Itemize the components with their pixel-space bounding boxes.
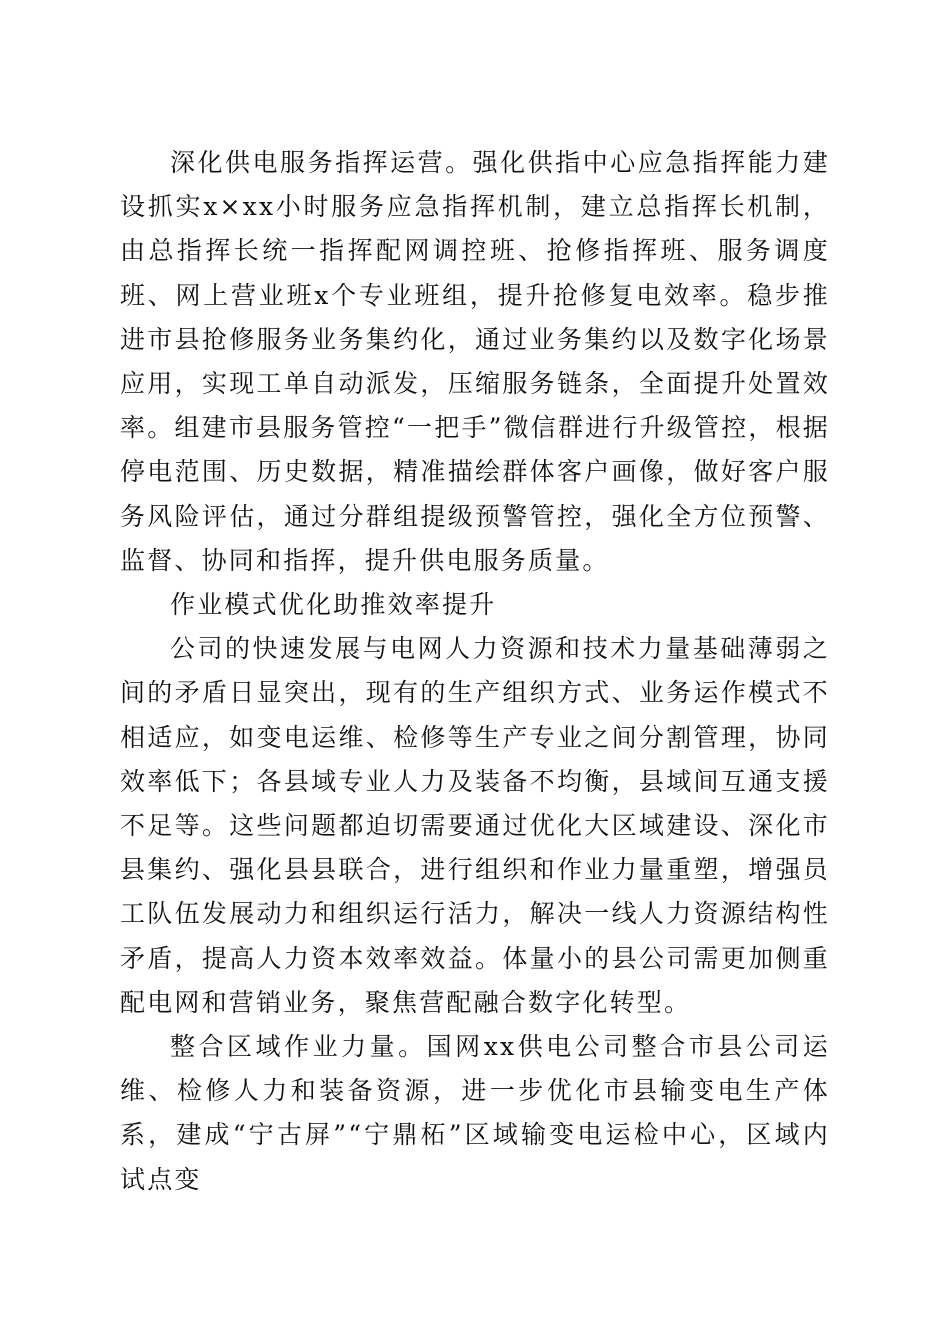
paragraph-company-development: 公司的快速发展与电网人力资源和技术力量基础薄弱之间的矛盾日显突出，现有的生产组织方式、业务运作模式不相适应，如变电运维、检修等生产专业之间分割管理，协同效率低下；各县域专业人力及装备不均衡，县域间互通支援不足等。这些问题都迫切需要通过优化大区域建设、深化市县集约、强化县县联合，进行组织和作业力量重塑，增强员工队伍发展动力和组织运行活力，解决一线人力资源结构性矛盾，提高人力资本效率效益。体量小的县公司需更加侧重配电网和营销业务，聚焦营配融合数字化转型。 [120, 634, 830, 1017]
paragraph-regional-integration: 整合区域作业力量。国网xx供电公司整合市县公司运维、检修人力和装备资源，进一步优化市县输变电生产体系，建成“宁古屏”“宁鼎柘”区域输变电运检中心，区域内试点变 [120, 1032, 830, 1194]
document-body [120, 141, 830, 1202]
paragraph-power-supply-command: 深化供电服务指挥运营。强化供指中心应急指挥能力建设抓实x×xx小时服务应急指挥机制，建立总指挥长机制，由总指挥长统一指挥配网调控班、抢修指挥班、服务调度班、网上营业班x个专业班组，提升抢修复电效率。稳步推进市县抢修服务业务集约化，通过业务集约以及数字化场景应用，实现工单自动派发，压缩服务链条，全面提升处置效率。组建市县服务管控“一把手”微信群进行升级管控，根据停电范围、历史数据，精准描绘群体客户画像，做好客户服务风险评估，通过分群组提级预警管控，强化全方位预警、监督、协同和指挥，提升供电服务质量。 [120, 148, 830, 575]
section-heading-operation-mode: 作业模式优化助推效率提升 [170, 590, 497, 620]
